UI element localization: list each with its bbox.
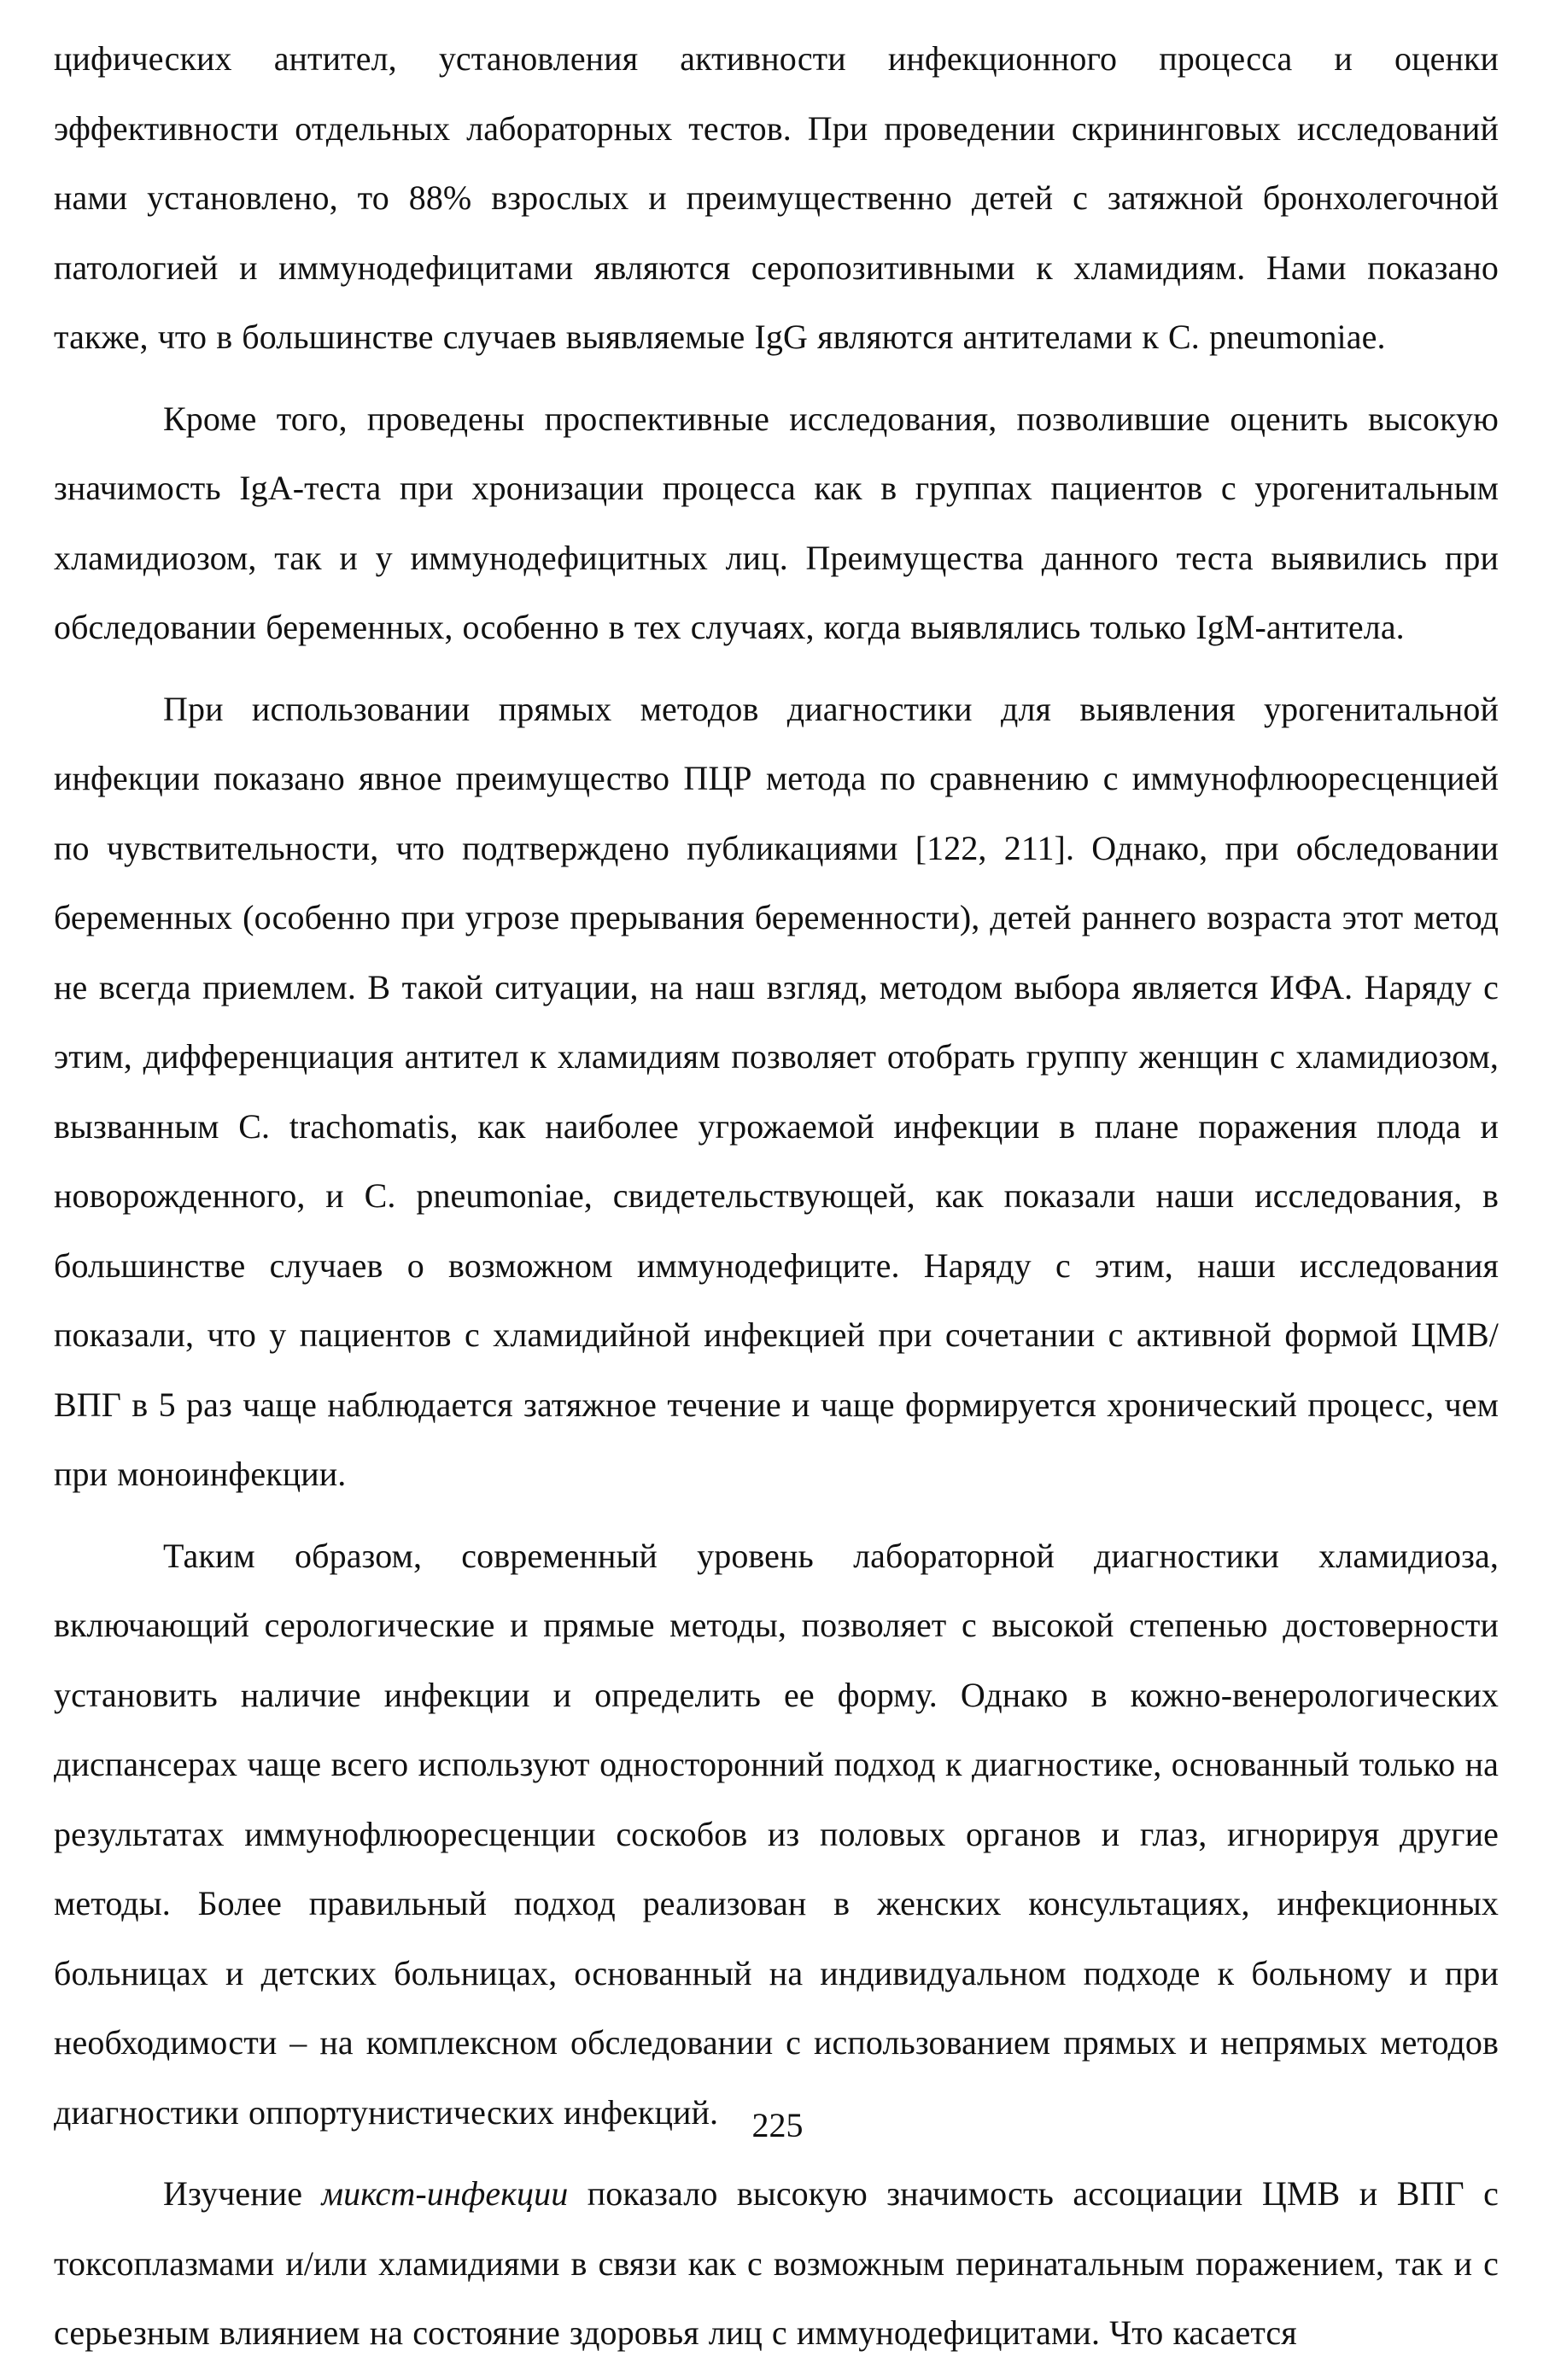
paragraph-5	[54, 2159, 1499, 2368]
paragraph-3: При использовании прямых методов диагностики для выявления урогенитальной инфекции показано явное преимущество ПЦР метода по сравнению с иммунофлюоресценцией по чувствительности, что подтверждено публикациями [122, 211]. Однако, при обследовании беременных (особенно при угрозе прерывания беременности), детей раннего возраста этот метод не всегда приемлем. В такой ситуации, на наш взгляд, методом выбора является ИФА. Наряду с этим, дифференциация антител к хламидиям позволяет отобрать группу женщин с хламидиозом, вызванным C. trachomatis, как наиболее угрожаемой инфекции в плане поражения плода и новорожденного, и C. pneumoniae, свидетельствующей, как показали наши исследования, в большинстве случаев о возможном иммунодефиците. Наряду с этим, наши исследования показали, что у пациентов с хламидийной инфекцией при сочетании с активной формой ЦМВ/ВПГ в 5 раз чаще наблюдается затяжное течение и чаще формируется хронический процесс, чем при моноинфекции.	[54, 689, 1499, 1493]
paragraph-1: цифических антител, установления активности инфекционного процесса и оценки эффективности отдельных лабораторных тестов. При проведении скрининговых исследований нами установлено, то 88% взрослых и преимущественно детей с затяжной бронхолегочной патологией и иммунодефицитами являются серопозитивными к хламидиям. Нами показано также, что в большинстве случаев выявляемые IgG являются антителами к C. pneumoniae.	[54, 39, 1499, 356]
paragraph-4: Таким образом, современный уровень лабораторной диагностики хламидиоза, включающий серологические и прямые методы, позволяет с высокой степенью достоверности установить наличие инфекции и определить ее форму. Однако в кожно-венерологических диспансерах чаще всего используют односторонний подход к диагностике, основанный только на результатах иммунофлюоресценции соскобов из половых органов и глаз, игнорируя другие методы. Более правильный подход реализован в женских консультациях, инфекционных больницах и детских больницах, основанный на индивидуальном подходе к больному и при необходимости – на комплексном обследовании с использованием прямых и непрямых методов диагностики оппортунистических инфекций.	[54, 1536, 1499, 2132]
page-number: 225	[751, 2106, 804, 2144]
paragraph-5-rest: показало высокую значимость ассоциации ЦМВ и ВПГ с токсоплазмами и/или хламидиями в связи как с возможным перинатальным поражением, так и с серьезным влиянием на состояние здоровья лиц с иммунодефицитами. Что касается	[54, 2174, 1499, 2352]
paragraph-2: Кроме того, проведены проспективные исследования, позволившие оценить высокую значимость IgA-теста при хронизации процесса как в группах пациентов с урогенитальным хламидиозом, так и у иммунодефицитных лиц. Преимущества данного теста выявились при обследовании беременных, особенно в тех случаях, когда выявлялись только IgM-антитела.	[54, 399, 1499, 646]
body-text	[54, 24, 1499, 2380]
paragraph-5-lead: Изучение	[163, 2174, 322, 2213]
mixed-infection-emphasis: микст-инфекции	[321, 2174, 569, 2213]
